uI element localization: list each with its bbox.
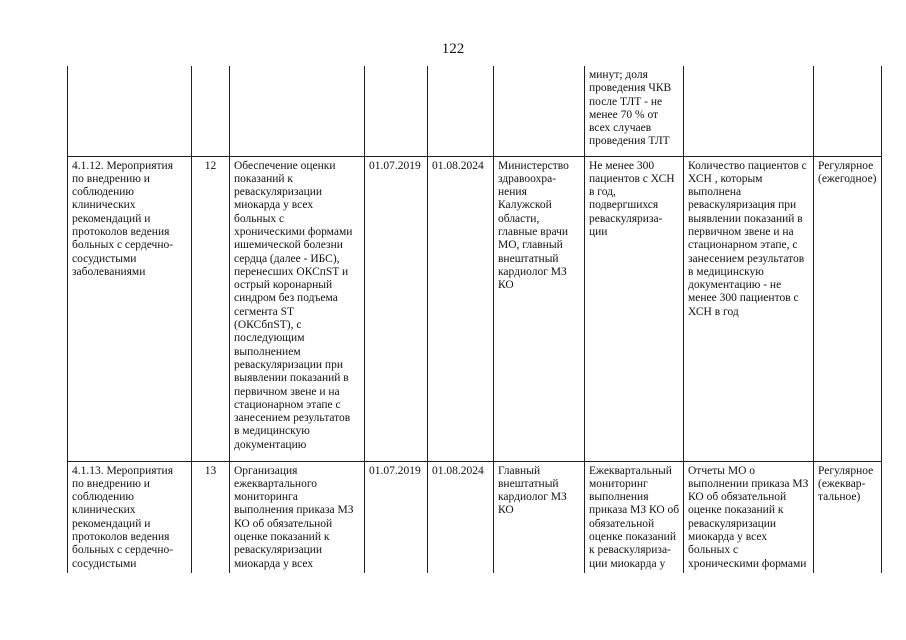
end-date-cell [428,66,494,156]
indicator-cell: Ежеквартальный мониторинг выполнения приказа МЗ КО об обязательной оценке показаний к реваскуляриза- ции миокарда у [585,461,684,573]
frequency-cell: Регулярное (ежегодное) [814,156,882,461]
indicator-cell: минут; доля проведения ЧКВ после ТЛТ - не менее 70 % от всех случаев проведения ТЛТ [585,66,684,156]
table-row [68,156,882,461]
measures-table [67,66,882,573]
page-number: 122 [441,41,465,57]
section-cell: 4.1.13. Мероприятия по внедрению и соблюдению клинических рекомендаций и протоколов ведения больных с сердечно- сосудистыми [68,461,192,573]
executor-cell: Главный внештатный кардиолог МЗ КО [494,461,585,573]
table-row [68,461,882,573]
result-cell: Отчеты МО о выполнении приказа МЗ КО об обязательной оценке показаний к реваскуляризации миокарда у всех больных с хроническими формами [684,461,814,573]
section-cell [68,66,192,156]
result-cell [684,66,814,156]
frequency-cell [814,66,882,156]
table-row [68,66,882,156]
result-cell: Количество пациентов с ХСН , которым выполнена реваскуляризация при выявлении показаний в первичном звене и на стационарном этапе, с занесением результатов в медицинскую документацию - не менее 300 пациентов с ХСН в год [684,156,814,461]
section-cell: 4.1.12. Мероприятия по внедрению и соблюдению клинических рекомендаций и протоколов ведения больных с сердечно- сосудистыми заболеваниями [68,156,192,461]
number-cell: 13 [192,461,230,573]
number-cell [192,66,230,156]
indicator-cell: Не менее 300 пациентов с ХСН в год, подвергшихся реваскуляриза- ции [585,156,684,461]
end-date-cell: 01.08.2024 [428,461,494,573]
number-cell: 12 [192,156,230,461]
executor-cell [494,66,585,156]
start-date-cell: 01.07.2019 [365,156,428,461]
end-date-cell: 01.08.2024 [428,156,494,461]
start-date-cell [365,66,428,156]
activity-cell: Обеспечение оценки показаний к реваскуляризации миокарда у всех больных с хроническими формами ишемической болезни сердца (далее - ИБС), перенесших ОКСпST и острый коронарный синдром без подъема сегмента ST (ОКСбпST), с последующим выполнением реваскуляризации при выявлении показаний в первичном звене и на стационарном этапе с занесением результатов в медицинскую документацию [230,156,365,461]
activity-cell: Организация ежеквартального мониторинга выполнения приказа МЗ КО об обязательной оценке показаний к реваскуляризации миокарда у всех [230,461,365,573]
activity-cell [230,66,365,156]
frequency-cell: Регулярное (ежеквар- тальное) [814,461,882,573]
start-date-cell: 01.07.2019 [365,461,428,573]
executor-cell: Министерство здравоохра- нения Калужской области, главные врачи МО, главный внештатный кардиолог МЗ КО [494,156,585,461]
